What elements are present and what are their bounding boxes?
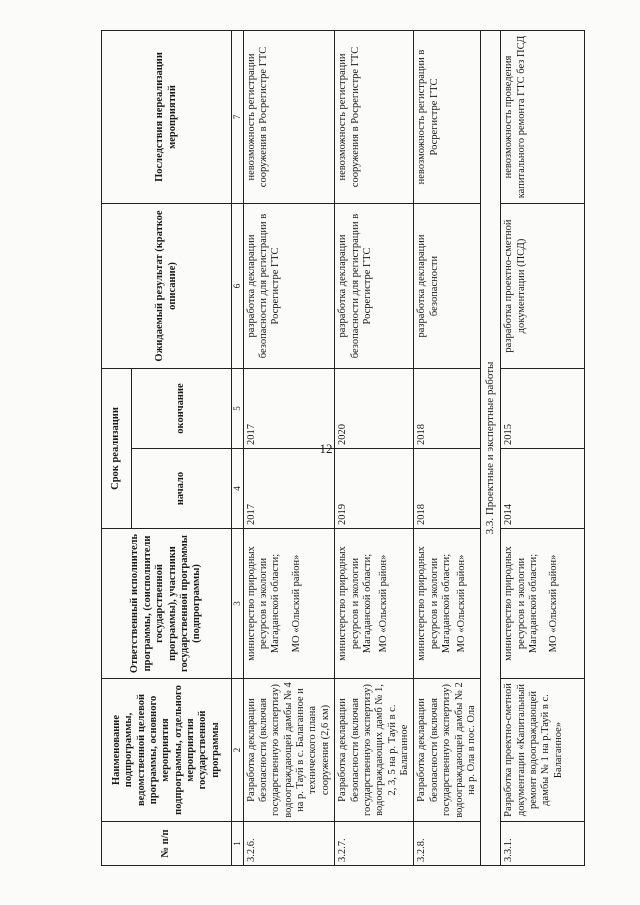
- row-end: 2017: [243, 369, 335, 449]
- row-result: разработка декларации безопасности: [414, 204, 481, 369]
- col-number: 7: [232, 31, 244, 204]
- row-start: 2019: [335, 449, 414, 529]
- header-row-1: [102, 31, 132, 866]
- row-executor: [414, 529, 481, 679]
- rotated-table-wrapper: [101, 31, 564, 866]
- executor-ministry: министерство природных ресурсов и экологии Магаданской области;: [416, 546, 453, 661]
- table-row: [335, 31, 414, 866]
- row-name: Разработка декларации безопасности (включая государственную экспертизу) водоограждающей дамбы № 4 на р. Тауй в с. Балаганное и технического плана сооружения (2,6 км): [243, 679, 335, 822]
- header-name: Наименование подпрограммы, ведомственной целевой программы, основного мероприятия подпрограммы, отдельного мероприятия государственной программы: [102, 679, 232, 822]
- col-number: 1: [232, 822, 244, 866]
- col-number: 2: [232, 679, 244, 822]
- section-title: 3.3. Проектные и экспертные работы: [481, 31, 501, 866]
- row-result: разработка декларации безопасности для регистрации в Росрегистре ГТС: [335, 204, 414, 369]
- row-start: 2014: [501, 449, 585, 529]
- row-result: разработка проектно-сметной документации (ПСД): [501, 204, 585, 369]
- row-name: Разработка декларации безопасности (включая государственную экспертизу) водоограждающих дамб № 1, 2, 3, 5 на р. Тауй в с. Балаганное: [335, 679, 414, 822]
- executor-municipality: МО «Ольский район»: [290, 554, 302, 653]
- row-executor: [501, 529, 585, 679]
- executor-municipality: МО «Ольский район»: [378, 554, 390, 653]
- section-row: [481, 31, 501, 866]
- header-result: Ожидаемый результат (краткое описание): [102, 204, 232, 369]
- header-period: Срок реализации: [102, 369, 132, 529]
- table-row: [243, 31, 335, 866]
- header-executor: Ответственный исполнитель программы, (соисполнители государственной программы), участники государственной программы (подпрограммы): [102, 529, 232, 679]
- executor-municipality: МО «Ольский район»: [455, 554, 467, 653]
- row-start: 2018: [414, 449, 481, 529]
- page-number: 12: [319, 441, 333, 456]
- row-consequences: невозможность проведения капитального ремонта ГТС без ПСД: [501, 31, 585, 204]
- row-start: 2017: [243, 449, 335, 529]
- column-numbers-row: [232, 31, 244, 866]
- row-consequences: невозможность регистрации сооружения в Росрегистре ГТС: [243, 31, 335, 204]
- header-consequences: Последствия нереализации мероприятий: [102, 31, 232, 204]
- row-result: разработка декларации безопасности для регистрации в Росрегистре ГТС: [243, 204, 335, 369]
- header-num: № п/п: [102, 822, 232, 866]
- table-row: [414, 31, 481, 866]
- row-executor: [243, 529, 335, 679]
- measures-table: [101, 30, 585, 866]
- row-end: 2020: [335, 369, 414, 449]
- row-executor: [335, 529, 414, 679]
- row-end: 2015: [501, 369, 585, 449]
- executor-municipality: МО «Ольский район»: [548, 554, 560, 653]
- col-number: 5: [232, 369, 244, 449]
- executor-ministry: министерство природных ресурсов и экологии Магаданской области;: [503, 546, 540, 661]
- row-num: 3.3.1.: [501, 822, 585, 866]
- col-number: 3: [232, 529, 244, 679]
- row-name: Разработка проектно-сметной документации «Капитальный ремонт водоограждающей дамбы № 1 на р.Тауй в с. Балаганное»: [501, 679, 585, 822]
- table-row: [501, 31, 585, 866]
- col-number: 4: [232, 449, 244, 529]
- executor-ministry: министерство природных ресурсов и экологии Магаданской области;: [245, 546, 282, 661]
- row-name: Разработка декларации безопасности (включая государственную экспертизу) водоограждающей дамбы № 2 на р. Ола в пос. Ола: [414, 679, 481, 822]
- row-end: 2018: [414, 369, 481, 449]
- row-consequences: невозможность регистрации в Росрегистре ГТС: [414, 31, 481, 204]
- col-number: 6: [232, 204, 244, 369]
- row-num: 3.2.6.: [243, 822, 335, 866]
- header-end: окончание: [132, 369, 232, 449]
- header-start: начало: [132, 449, 232, 529]
- row-num: 3.2.8.: [414, 822, 481, 866]
- executor-ministry: министерство природных ресурсов и экологии Магаданской области;: [337, 546, 373, 661]
- row-consequences: невозможность регистрации сооружения в Росрегистре ГТС: [335, 31, 414, 204]
- row-num: 3.2.7.: [335, 822, 414, 866]
